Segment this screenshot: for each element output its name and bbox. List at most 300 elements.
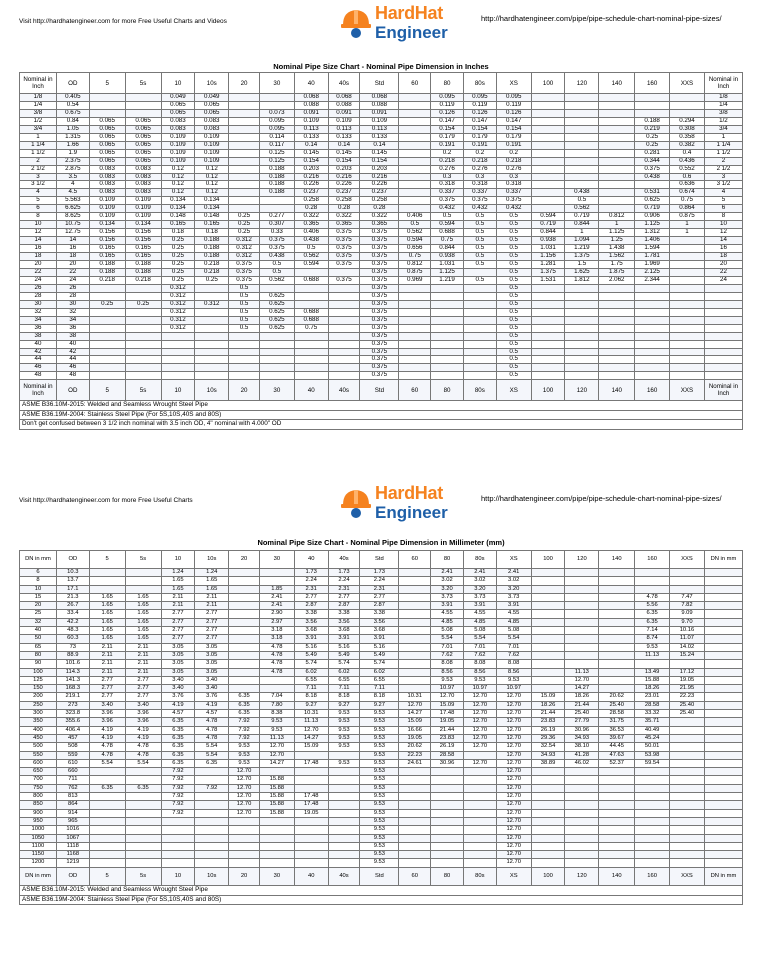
table-cell: 0.5 — [229, 284, 260, 292]
table-cell: 0.065 — [125, 149, 161, 157]
table-cell: 0.25 — [161, 261, 195, 269]
table-cell: 22.23 — [670, 693, 705, 701]
table-cell: 30.96 — [565, 726, 599, 734]
table-cell: 3.05 — [195, 643, 229, 651]
column-header: 120 — [565, 73, 599, 94]
table-cell: 15.88 — [259, 801, 294, 809]
table-cell — [565, 826, 599, 834]
table-cell: 9.53 — [360, 710, 399, 718]
table-cell: 0.688 — [294, 276, 328, 284]
table-cell — [399, 165, 431, 173]
table-cell: 10.97 — [431, 685, 464, 693]
table-cell: 1000 — [20, 826, 57, 834]
table-cell — [531, 340, 565, 348]
table-cell: 0.938 — [431, 253, 464, 261]
table-cell — [565, 173, 599, 181]
table-cell: 0.154 — [328, 157, 360, 165]
table-cell: 12.70 — [496, 826, 531, 834]
table-cell — [531, 133, 565, 141]
table-cell: 52.37 — [599, 759, 635, 767]
table-cell: 0.375 — [360, 324, 399, 332]
table-cell: 4.19 — [89, 726, 125, 734]
table-cell — [670, 809, 705, 817]
table-cell: 114.3 — [56, 668, 89, 676]
table-cell — [565, 101, 599, 109]
table-cell: 12.70 — [259, 751, 294, 759]
column-header: 140 — [599, 867, 635, 885]
table-cell: 25.40 — [565, 710, 599, 718]
table-cell: 0.12 — [161, 181, 195, 189]
table-cell: 0.312 — [229, 237, 260, 245]
table-cell — [328, 268, 360, 276]
table-cell — [599, 768, 635, 776]
table-cell: 6.55 — [360, 676, 399, 684]
table-cell: 125 — [20, 676, 57, 684]
table-cell: 0.088 — [360, 101, 399, 109]
chart-url-2[interactable]: http://hardhatengineer.com/pipe/pipe-schedule-chart-nominal-pipe-sizes/ — [481, 494, 722, 503]
table-row — [20, 149, 743, 157]
table-cell — [399, 316, 431, 324]
table-cell — [89, 94, 125, 102]
table-cell: 0.2 — [431, 149, 464, 157]
table-cell — [565, 851, 599, 859]
table-cell: 0.133 — [360, 133, 399, 141]
table-cell: 0.109 — [195, 141, 229, 149]
table-cell: 32 — [20, 618, 57, 626]
table-cell — [89, 101, 125, 109]
column-header: Nominal in Inch — [20, 73, 57, 94]
table-cell — [89, 316, 125, 324]
table-cell: 1 1/2 — [20, 149, 57, 157]
table-cell: 0.065 — [195, 109, 229, 117]
table-cell — [431, 292, 464, 300]
table-cell: 7.01 — [431, 643, 464, 651]
table-cell — [670, 109, 705, 117]
column-header: 140 — [599, 551, 635, 569]
table-cell: 2.11 — [125, 643, 161, 651]
table-cell: 0.5 — [496, 229, 531, 237]
table-cell: 0.719 — [531, 221, 565, 229]
table-cell: 0.594 — [431, 221, 464, 229]
table-cell — [259, 859, 294, 867]
table-cell: 0.276 — [463, 165, 496, 173]
table-cell: 15.88 — [259, 776, 294, 784]
table-cell — [229, 181, 260, 189]
table-cell: 26.7 — [56, 602, 89, 610]
table-cell — [599, 618, 635, 626]
table-cell: 2.77 — [195, 627, 229, 635]
table-cell: 457 — [56, 734, 89, 742]
table-cell: 5.74 — [328, 660, 360, 668]
table-cell — [463, 284, 496, 292]
table-cell: 1.66 — [56, 141, 89, 149]
table-cell: 4.78 — [195, 726, 229, 734]
table-cell — [565, 610, 599, 618]
table-cell — [259, 569, 294, 577]
table-cell: 7.92 — [229, 734, 260, 742]
table-row — [20, 602, 743, 610]
table-cell: 0.307 — [259, 221, 294, 229]
table-cell: 1.281 — [531, 261, 565, 269]
column-header: 40s — [328, 73, 360, 94]
table-cell: 12.70 — [463, 743, 496, 751]
table-cell: 0.216 — [360, 173, 399, 181]
table-cell: 60.3 — [56, 635, 89, 643]
chart-url[interactable]: http://hardhatengineer.com/pipe/pipe-schedule-chart-nominal-pipe-sizes/ — [481, 14, 722, 23]
table-cell — [229, 577, 260, 585]
table-cell: 0.113 — [294, 125, 328, 133]
table-cell: 18.26 — [635, 685, 670, 693]
column-header: 40 — [294, 551, 328, 569]
table-cell: 610 — [56, 759, 89, 767]
table-cell: 1.375 — [531, 268, 565, 276]
table-cell — [229, 149, 260, 157]
table-cell: 28.58 — [431, 751, 464, 759]
table-cell — [463, 809, 496, 817]
table-cell: 2.11 — [161, 593, 195, 601]
visit-link-text[interactable]: Visit http://hardhatengineer.com for more Free Useful Charts and Videos — [19, 18, 227, 25]
column-header: 20 — [229, 551, 260, 569]
table-cell: 42.2 — [56, 618, 89, 626]
table-cell — [599, 627, 635, 635]
table-row — [20, 668, 743, 676]
table-cell: 0.5 — [496, 292, 531, 300]
table-cell: 1.65 — [125, 618, 161, 626]
table-cell: 9.53 — [360, 743, 399, 751]
table-cell: 1.315 — [56, 133, 89, 141]
table-cell: 34.93 — [565, 734, 599, 742]
table-cell: 0.5 — [229, 324, 260, 332]
table-cell — [89, 308, 125, 316]
table-cell: 3.05 — [161, 651, 195, 659]
table-cell: 9.27 — [294, 701, 328, 709]
table-row — [20, 635, 743, 643]
table-row — [20, 693, 743, 701]
table-cell — [195, 834, 229, 842]
table-cell: 10.97 — [463, 685, 496, 693]
table-cell — [670, 340, 705, 348]
table-cell — [89, 577, 125, 585]
table-cell: 7.01 — [463, 643, 496, 651]
table2-notes — [19, 886, 743, 905]
table-cell: 10.75 — [56, 221, 89, 229]
table-cell: 1.9 — [56, 149, 89, 157]
table-cell — [599, 842, 635, 850]
table-cell — [89, 851, 125, 859]
table-cell: 559 — [56, 751, 89, 759]
table-cell — [399, 643, 431, 651]
table-cell: 0.375 — [360, 364, 399, 372]
table-cell — [431, 826, 464, 834]
table-cell: 2 1/2 — [704, 165, 742, 173]
table-cell: 3.20 — [496, 585, 531, 593]
table-row — [20, 101, 743, 109]
table-cell: 18 — [704, 253, 742, 261]
table-cell: 1.5 — [565, 261, 599, 269]
table-cell — [294, 364, 328, 372]
table-cell: 0.083 — [89, 173, 125, 181]
table-cell: 9.53 — [463, 676, 496, 684]
column-header: 100 — [531, 551, 565, 569]
column-header: 80 — [431, 551, 464, 569]
table-cell — [259, 851, 294, 859]
table-row — [20, 826, 743, 834]
table-cell — [565, 593, 599, 601]
table-cell: 2.31 — [294, 585, 328, 593]
table-cell: 9.53 — [360, 726, 399, 734]
table-cell — [195, 364, 229, 372]
table-cell — [704, 284, 742, 292]
table-cell — [670, 793, 705, 801]
table-cell: 3.05 — [195, 668, 229, 676]
table-cell: 5.49 — [360, 651, 399, 659]
table-cell: 0.218 — [431, 157, 464, 165]
table-cell: 3.76 — [161, 693, 195, 701]
table-cell: 4.78 — [259, 651, 294, 659]
table-cell — [229, 364, 260, 372]
table-cell: 6.35 — [229, 701, 260, 709]
table-cell: 22.23 — [399, 751, 431, 759]
table-cell — [704, 602, 742, 610]
table-cell: 1.75 — [599, 261, 635, 269]
table-cell: 12.70 — [565, 676, 599, 684]
table-cell — [125, 292, 161, 300]
table-cell — [565, 602, 599, 610]
table-cell: 0.165 — [89, 245, 125, 253]
table-cell — [599, 826, 635, 834]
table-cell: 2.344 — [635, 276, 670, 284]
table-cell — [399, 292, 431, 300]
table-cell: 2.77 — [89, 685, 125, 693]
table-cell: 21.44 — [431, 726, 464, 734]
table-cell: 7.62 — [496, 651, 531, 659]
table-cell: 0.109 — [125, 197, 161, 205]
column-header: 80 — [431, 867, 464, 885]
table-cell: 0.154 — [294, 157, 328, 165]
table-cell — [229, 627, 260, 635]
table-cell: 0.375 — [328, 253, 360, 261]
table-cell: 2 — [704, 157, 742, 165]
table-cell: 0.636 — [670, 181, 705, 189]
visit-link-text-2[interactable]: Visit http://hardhatengineer.com for more Free Useful Charts — [19, 497, 193, 504]
table-cell: 5.08 — [463, 627, 496, 635]
table-cell: 21.44 — [565, 701, 599, 709]
table-cell: 3.05 — [161, 643, 195, 651]
table-cell: 0.375 — [496, 197, 531, 205]
table-cell — [565, 284, 599, 292]
table-cell — [328, 851, 360, 859]
table-cell: 0.594 — [294, 261, 328, 269]
table-cell — [229, 372, 260, 380]
table-cell: 21.95 — [670, 685, 705, 693]
table-cell: 0.5 — [496, 261, 531, 269]
table-cell: 0.203 — [360, 165, 399, 173]
table-cell — [328, 776, 360, 784]
table-cell: 350 — [20, 718, 57, 726]
table-cell — [294, 859, 328, 867]
table-cell: 1 — [670, 229, 705, 237]
table-cell: 0.337 — [496, 189, 531, 197]
table-cell: 0.594 — [399, 237, 431, 245]
table-cell: 0.318 — [463, 181, 496, 189]
table-cell: 450 — [20, 734, 57, 742]
column-header: Std — [360, 867, 399, 885]
column-header: 140 — [599, 380, 635, 401]
table-cell — [531, 585, 565, 593]
table-cell: 12.70 — [463, 734, 496, 742]
table-cell — [704, 693, 742, 701]
table-cell — [125, 585, 161, 593]
table-cell: 0.337 — [463, 189, 496, 197]
table-cell: 12.70 — [496, 759, 531, 767]
table-cell: 28.58 — [599, 710, 635, 718]
table-cell: 14.27 — [399, 710, 431, 718]
table-cell: 6 — [20, 205, 57, 213]
table-cell: 6.55 — [294, 676, 328, 684]
table-cell — [531, 635, 565, 643]
table-cell — [463, 793, 496, 801]
table-cell: 28 — [20, 292, 57, 300]
table-cell: 0.25 — [161, 237, 195, 245]
table-cell — [195, 284, 229, 292]
table-cell — [704, 577, 742, 585]
table-cell: 0.344 — [635, 157, 670, 165]
table-cell — [635, 834, 670, 842]
table-cell: 1.25 — [599, 237, 635, 245]
table-cell — [704, 627, 742, 635]
table-cell — [229, 356, 260, 364]
table-cell — [670, 332, 705, 340]
table-cell: 0.134 — [125, 221, 161, 229]
table-cell: 20 — [20, 261, 57, 269]
table-cell — [399, 676, 431, 684]
table-cell — [125, 569, 161, 577]
table-cell: 46 — [20, 364, 57, 372]
table-cell — [463, 784, 496, 792]
table-cell: 0.091 — [360, 109, 399, 117]
table-cell — [328, 348, 360, 356]
table-cell — [125, 332, 161, 340]
table-cell: 9.53 — [328, 734, 360, 742]
table-cell — [531, 859, 565, 867]
table-cell: 12.70 — [229, 809, 260, 817]
table-cell — [670, 276, 705, 284]
table-cell: 0.12 — [161, 189, 195, 197]
table-cell: 8 — [704, 213, 742, 221]
table-cell: 9.09 — [670, 610, 705, 618]
table-cell — [195, 308, 229, 316]
table-cell: 28 — [56, 292, 89, 300]
table-cell: 0.154 — [463, 125, 496, 133]
table-cell — [599, 181, 635, 189]
table-cell: 6.35 — [161, 734, 195, 742]
table-cell: 1.219 — [565, 245, 599, 253]
table-cell: 1.65 — [125, 593, 161, 601]
table-cell: 0.5 — [496, 276, 531, 284]
table-cell: 0.358 — [670, 133, 705, 141]
table-cell: 2.11 — [195, 602, 229, 610]
table-cell: 9.27 — [360, 701, 399, 709]
table-cell: 0.531 — [635, 189, 670, 197]
table-cell: 40 — [56, 340, 89, 348]
table-cell: 2.87 — [360, 602, 399, 610]
table-cell — [565, 181, 599, 189]
table-cell — [704, 701, 742, 709]
column-header: 40s — [328, 551, 360, 569]
table-cell: 0.438 — [565, 189, 599, 197]
table-cell: 219.1 — [56, 693, 89, 701]
table-cell: 0.337 — [431, 189, 464, 197]
table-cell — [704, 726, 742, 734]
column-header: 10 — [161, 73, 195, 94]
table-cell: 0.165 — [89, 253, 125, 261]
table-cell: 12.70 — [496, 693, 531, 701]
table-cell: 9.53 — [328, 743, 360, 751]
table-cell — [89, 284, 125, 292]
table-cell: 0.5 — [565, 197, 599, 205]
table-cell — [531, 372, 565, 380]
table-cell — [195, 356, 229, 364]
table-cell — [125, 109, 161, 117]
table-cell: 0.5 — [463, 253, 496, 261]
table-cell: 3/4 — [20, 125, 57, 133]
table-cell: 0.14 — [294, 141, 328, 149]
table-cell: 0.088 — [328, 101, 360, 109]
table-cell: 3.91 — [496, 602, 531, 610]
table-cell — [125, 801, 161, 809]
column-header: 10s — [195, 380, 229, 401]
column-header: 140 — [599, 73, 635, 94]
table-cell — [399, 356, 431, 364]
table-cell — [328, 826, 360, 834]
table-cell — [635, 308, 670, 316]
table-cell: 25.40 — [599, 701, 635, 709]
table-cell — [565, 117, 599, 125]
table-cell — [259, 834, 294, 842]
table-cell: 0.688 — [431, 229, 464, 237]
table-cell — [565, 94, 599, 102]
table-cell: 39.67 — [599, 734, 635, 742]
table-cell — [431, 784, 464, 792]
table-cell — [195, 809, 229, 817]
table-cell — [161, 851, 195, 859]
table-cell: 406.4 — [56, 726, 89, 734]
table-cell — [399, 348, 431, 356]
column-header: 80s — [463, 380, 496, 401]
table-cell: 0.375 — [229, 268, 260, 276]
table-row — [20, 332, 743, 340]
table-cell: 1.375 — [565, 253, 599, 261]
table-cell — [531, 610, 565, 618]
table-cell — [531, 643, 565, 651]
table-cell: 0.276 — [431, 165, 464, 173]
table-cell: 9.53 — [360, 842, 399, 850]
column-header: XS — [496, 380, 531, 401]
table-cell — [399, 660, 431, 668]
column-header: OD — [56, 73, 89, 94]
table-cell — [259, 577, 294, 585]
table-cell: 50.01 — [635, 743, 670, 751]
table-cell: 0.188 — [195, 253, 229, 261]
table-cell: 0.312 — [229, 245, 260, 253]
table-cell: 5.54 — [431, 635, 464, 643]
table-cell — [195, 340, 229, 348]
table-cell: 1.24 — [195, 569, 229, 577]
table-cell: 22 — [20, 268, 57, 276]
table-cell: 8.18 — [294, 693, 328, 701]
table-cell: 4.19 — [125, 726, 161, 734]
table-cell: 800 — [20, 793, 57, 801]
